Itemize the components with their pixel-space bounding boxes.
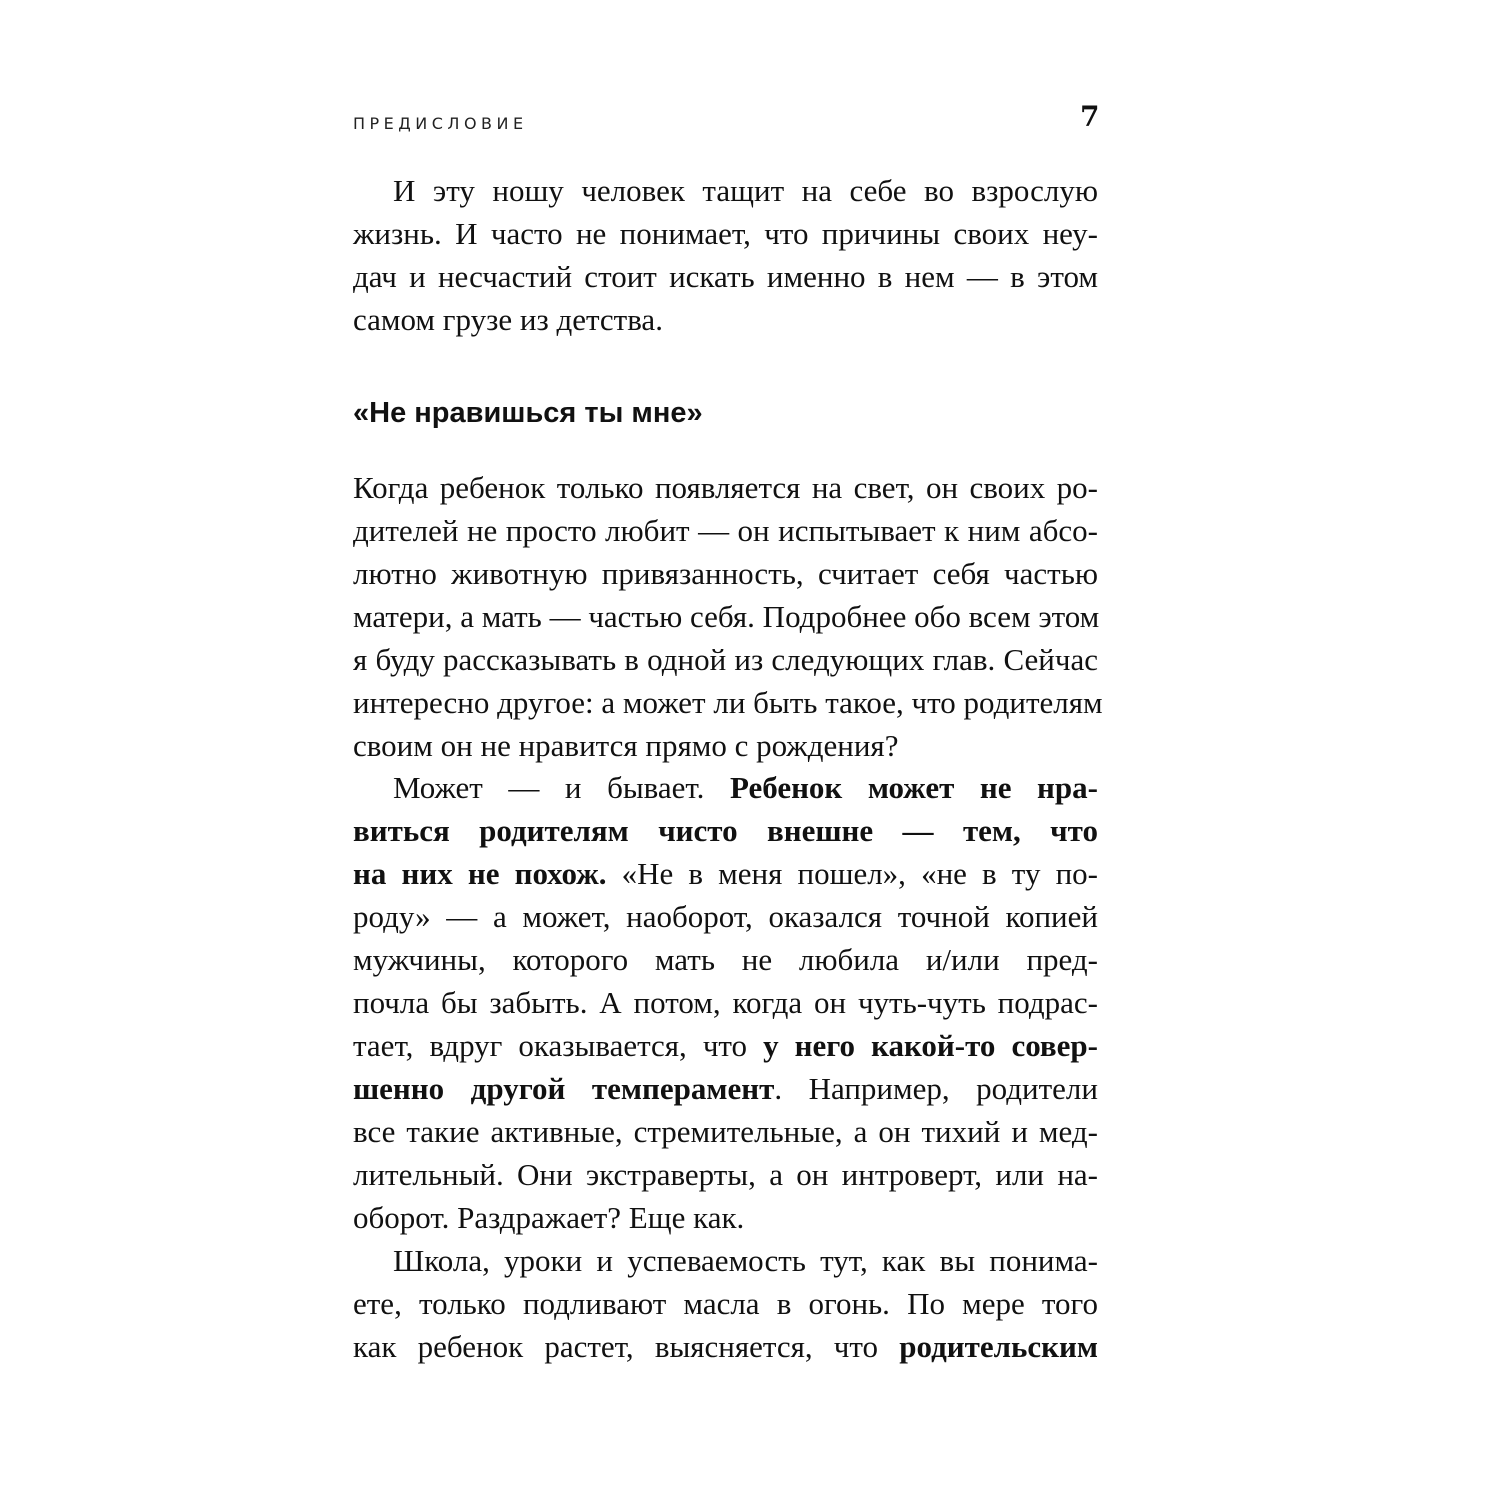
bold-text: Ребенок может не нра- [729, 770, 1098, 805]
text-line [353, 681, 1103, 724]
text-line [353, 1196, 1098, 1239]
text-line [353, 298, 1098, 341]
body-text: своим он не нравится прямо с рождения? [353, 728, 899, 763]
text-line [353, 509, 1098, 552]
body-text: Может — и бывает. [393, 770, 730, 805]
text-line [353, 1239, 1098, 1282]
text-line [353, 895, 1098, 938]
text-line [353, 1067, 1098, 1110]
text-line [353, 466, 1098, 509]
text-line [353, 1110, 1098, 1153]
body-text: почла бы забыть. А потом, когда он чуть-чуть подрас- [353, 985, 1098, 1020]
text-line [353, 724, 1098, 767]
text-line [353, 638, 1098, 681]
text-line [353, 212, 1098, 255]
body-text: . Например, родители [774, 1071, 1098, 1106]
body-text: оборот. Раздражает? Еще как. [353, 1200, 745, 1235]
body-text: И эту ношу человек тащит на себе во взрослую [393, 173, 1098, 208]
body-text: тает, вдруг оказывается, что [353, 1028, 764, 1063]
body-text: дач и несчастий стоит искать именно в нем — в этом [353, 259, 1098, 294]
body-text: мужчины, которого мать не любила и/или пред- [353, 942, 1098, 977]
bold-text: виться родителям чисто внешне — тем, что [353, 813, 1098, 848]
body-text: лютно животную привязанность, считает себя частью [353, 556, 1098, 591]
body-text: матери, а мать — частью себя. Подробнее обо всем этом [353, 599, 1100, 634]
paragraph-2 [353, 466, 1103, 767]
text-line [353, 766, 1098, 809]
page-number: 7 [1080, 100, 1100, 133]
text-line [353, 852, 1098, 895]
text-line [353, 595, 1098, 638]
body-text: ете, только подливают масла в огонь. По мере того [353, 1286, 1098, 1321]
paragraph-4 [353, 1239, 1098, 1368]
text-line [353, 1153, 1098, 1196]
text-line [353, 809, 1098, 852]
text-line [353, 938, 1098, 981]
body-text: Школа, уроки и успеваемость тут, как вы понима- [393, 1243, 1098, 1278]
text-line [353, 255, 1098, 298]
body-text: интересно другое: а может ли быть такое, что родителям [353, 685, 1103, 720]
text-line [353, 1282, 1098, 1325]
body-text: жизнь. И часто не понимает, что причины своих неу- [353, 216, 1098, 251]
section-heading: «Не нравишься ты мне» [353, 397, 703, 429]
bold-text: шенно другой темперамент [353, 1071, 775, 1106]
paragraph-1 [353, 169, 1098, 341]
body-text: я буду рассказывать в одной из следующих глав. Сейчас [353, 642, 1098, 677]
bold-text: родительским [899, 1329, 1098, 1364]
text-line [353, 169, 1098, 212]
body-text: «Не в меня пошел», «не в ту по- [606, 856, 1098, 891]
body-text: Когда ребенок только появляется на свет, он своих ро- [353, 470, 1098, 505]
running-head: ПРЕДИСЛОВИЕ [353, 114, 528, 133]
body-text: роду» — а может, наоборот, оказался точной копией [353, 899, 1098, 934]
body-text: дителей не просто любит — он испытывает к ним абсо- [353, 513, 1098, 548]
text-line [353, 552, 1098, 595]
bold-text: на них не похож. [353, 856, 607, 891]
text-line [353, 1024, 1098, 1067]
text-line [353, 981, 1098, 1024]
text-line [353, 1325, 1098, 1368]
paragraph-3 [353, 766, 1098, 1239]
body-text: лительный. Они экстраверты, а он интроверт, или на- [353, 1157, 1098, 1192]
body-text: самом грузе из детства. [353, 302, 663, 337]
body-text: все такие активные, стремительные, а он тихий и мед- [353, 1114, 1098, 1149]
body-text: как ребенок растет, выясняется, что [353, 1329, 900, 1364]
bold-text: у него какой-то совер- [763, 1028, 1098, 1063]
